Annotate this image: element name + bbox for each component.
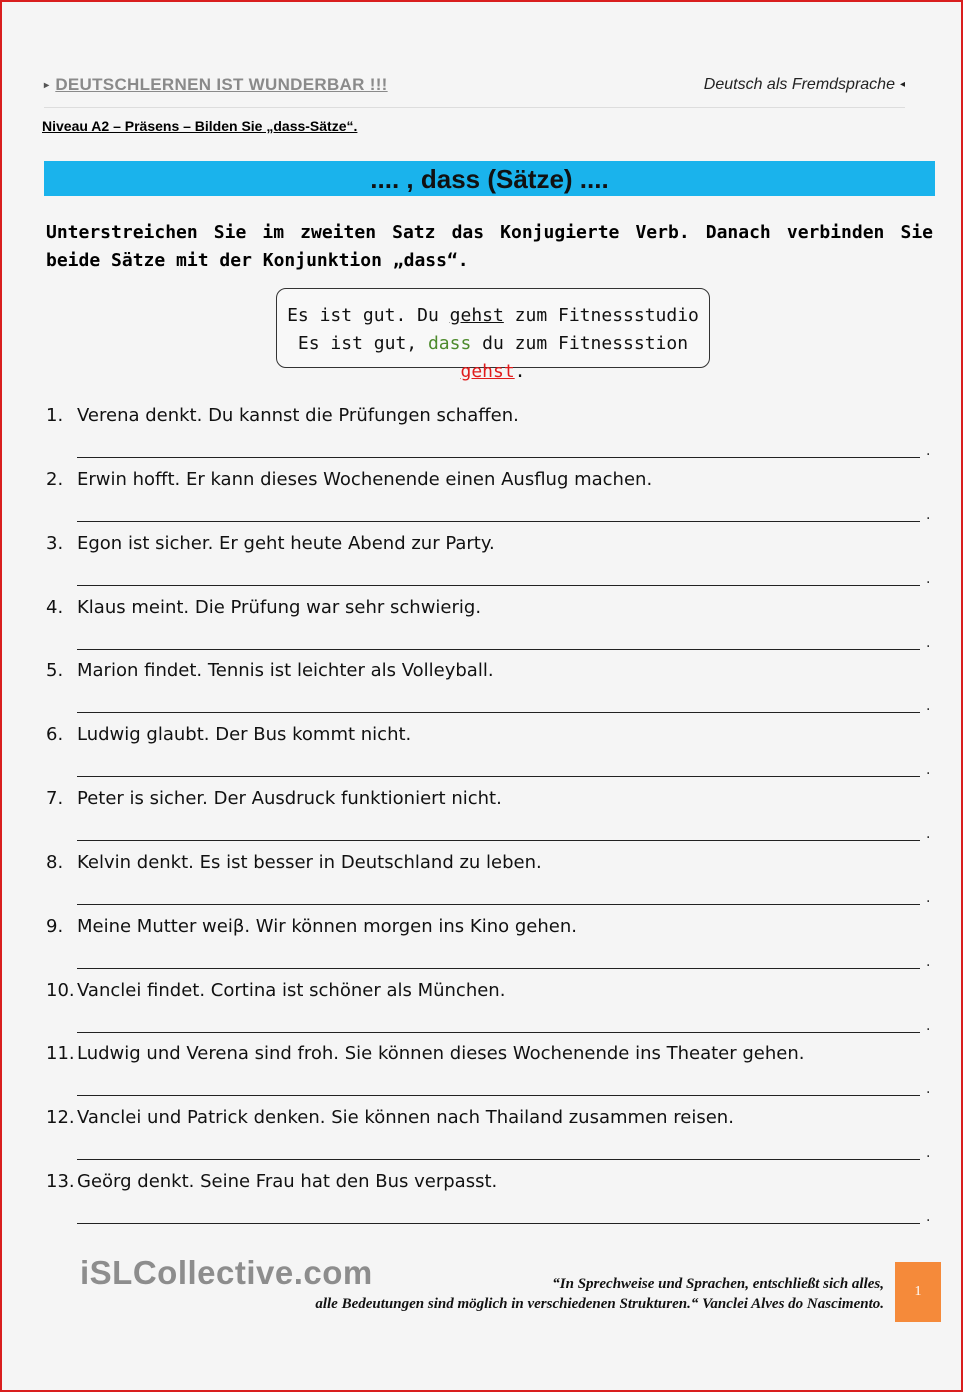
item-sentence: Geörg denkt. Seine Frau hat den Bus verpasst. (77, 1171, 498, 1193)
line-end-dot: . (926, 762, 931, 779)
item-number: 11. (46, 1043, 75, 1065)
exercise-item (46, 851, 936, 915)
quote-line-1: “In Sprechweise und Sprachen, entschließt sich alles, (552, 1276, 884, 1292)
exercise-item (46, 1042, 936, 1106)
example-box (276, 288, 710, 382)
exercise-item (46, 915, 936, 979)
example-line-1 (277, 302, 709, 330)
answer-line[interactable] (77, 585, 920, 586)
example-line1-part-b: zum Fitnessstudio (503, 305, 699, 326)
item-number: 10. (46, 979, 75, 1001)
answer-line[interactable] (77, 521, 920, 522)
header-left-title (44, 75, 388, 95)
exercise-item (46, 1106, 936, 1170)
item-number: 9. (46, 915, 64, 937)
exercise-item (46, 468, 936, 532)
answer-line[interactable] (77, 1032, 920, 1033)
instruction-text: Unterstreichen Sie im zweiten Satz das Konjugierte Verb. Danach verbinden Sie beide Sätze mit der Konjunktion „dass“. (46, 222, 933, 271)
answer-line[interactable] (77, 712, 920, 713)
item-sentence: Marion findet. Tennis ist leichter als Volleyball. (77, 660, 494, 682)
answer-line[interactable] (77, 968, 920, 969)
line-end-dot: . (926, 953, 931, 970)
item-number: 5. (46, 660, 64, 682)
exercise-item (46, 723, 936, 787)
header-left-text: DEUTSCHLERNEN IST WUNDERBAR !!! (55, 75, 388, 94)
item-number: 2. (46, 468, 64, 490)
line-end-dot: . (926, 443, 931, 459)
level-line: Niveau A2 – Präsens – Bilden Sie „dass-Sätze“. (42, 118, 358, 134)
item-number: 6. (46, 724, 64, 746)
example-line2-end: . (514, 361, 526, 382)
item-sentence: Erwin hofft. Er kann dieses Wochenende einen Ausflug machen. (77, 468, 653, 490)
item-sentence: Verena denkt. Du kannst die Prüfungen schaffen. (77, 405, 519, 426)
item-number: 13. (46, 1171, 75, 1193)
example-line-2 (277, 330, 709, 386)
item-number: 12. (46, 1107, 75, 1129)
line-end-dot: . (926, 698, 931, 715)
exercise-list (46, 404, 936, 1234)
item-number: 4. (46, 596, 64, 618)
line-end-dot: . (926, 1081, 931, 1098)
answer-line[interactable] (77, 649, 920, 650)
line-end-dot: . (926, 1017, 931, 1034)
example-line2-part-a: Es ist gut, (297, 333, 428, 354)
example-line2-part-b: du zum Fitnessstion (471, 333, 689, 354)
header-right-title (704, 76, 905, 94)
item-sentence: Klaus meint. Die Prüfung war sehr schwierig. (77, 596, 482, 618)
item-number: 8. (46, 851, 64, 873)
answer-line[interactable] (77, 840, 920, 841)
item-sentence: Ludwig glaubt. Der Bus kommt nicht. (77, 724, 412, 746)
title-banner: .... , dass (Sätze) .... (44, 161, 935, 196)
item-sentence: Egon ist sicher. Er geht heute Abend zur Party. (77, 532, 495, 554)
page-number-box: 1 (895, 1262, 941, 1322)
triangle-left-icon: ◂ (899, 79, 905, 90)
exercise-item (46, 659, 936, 723)
answer-line[interactable] (77, 1095, 920, 1096)
line-end-dot: . (926, 570, 931, 587)
answer-line[interactable] (77, 457, 920, 458)
item-number: 1. (46, 405, 64, 426)
triangle-right-icon: ▸ (44, 80, 50, 91)
item-number: 3. (46, 532, 64, 554)
item-sentence: Ludwig und Verena sind froh. Sie können dieses Wochenende ins Theater gehen. (77, 1043, 805, 1065)
footer-quote (315, 1274, 884, 1314)
item-sentence: Meine Mutter weiβ. Wir können morgen ins Kino gehen. (77, 915, 577, 937)
line-end-dot: . (926, 506, 931, 523)
line-end-dot: . (926, 826, 931, 843)
answer-line[interactable] (77, 776, 920, 777)
header-divider (44, 107, 905, 108)
line-end-dot: . (926, 634, 931, 651)
exercise-item (46, 532, 936, 596)
line-end-dot: . (926, 1209, 931, 1226)
example-line2-dass: dass (427, 333, 472, 354)
answer-line[interactable] (77, 1159, 920, 1160)
answer-line[interactable] (77, 904, 920, 905)
exercise-item (46, 1170, 936, 1234)
line-end-dot: . (926, 889, 931, 906)
quote-line-2: alle Bedeutungen sind möglich in verschiedenen Strukturen.“ Vanclei Alves do Nascimento. (315, 1296, 884, 1312)
example-line2-verb: gehst (460, 361, 515, 382)
item-sentence: Kelvin denkt. Es ist besser in Deutschland zu leben. (77, 851, 542, 873)
header-right-text: Deutsch als Fremdsprache (703, 76, 895, 93)
answer-line[interactable] (77, 1223, 920, 1224)
exercise-item (46, 787, 936, 851)
item-number: 7. (46, 788, 64, 810)
line-end-dot: . (926, 1145, 931, 1162)
exercise-item (46, 979, 936, 1043)
exercise-item (46, 596, 936, 660)
islcollective-logo: iSLCollective.com (80, 1254, 373, 1291)
item-sentence: Peter is sicher. Der Ausdruck funktioniert nicht. (77, 788, 502, 810)
example-line1-verb: gehst (449, 305, 504, 326)
exercise-item (46, 404, 936, 468)
item-sentence: Vanclei findet. Cortina ist schöner als München. (77, 979, 506, 1001)
item-sentence: Vanclei und Patrick denken. Sie können nach Thailand zusammen reisen. (77, 1107, 734, 1129)
example-line1-part-a: Es ist gut. Du (287, 305, 450, 326)
